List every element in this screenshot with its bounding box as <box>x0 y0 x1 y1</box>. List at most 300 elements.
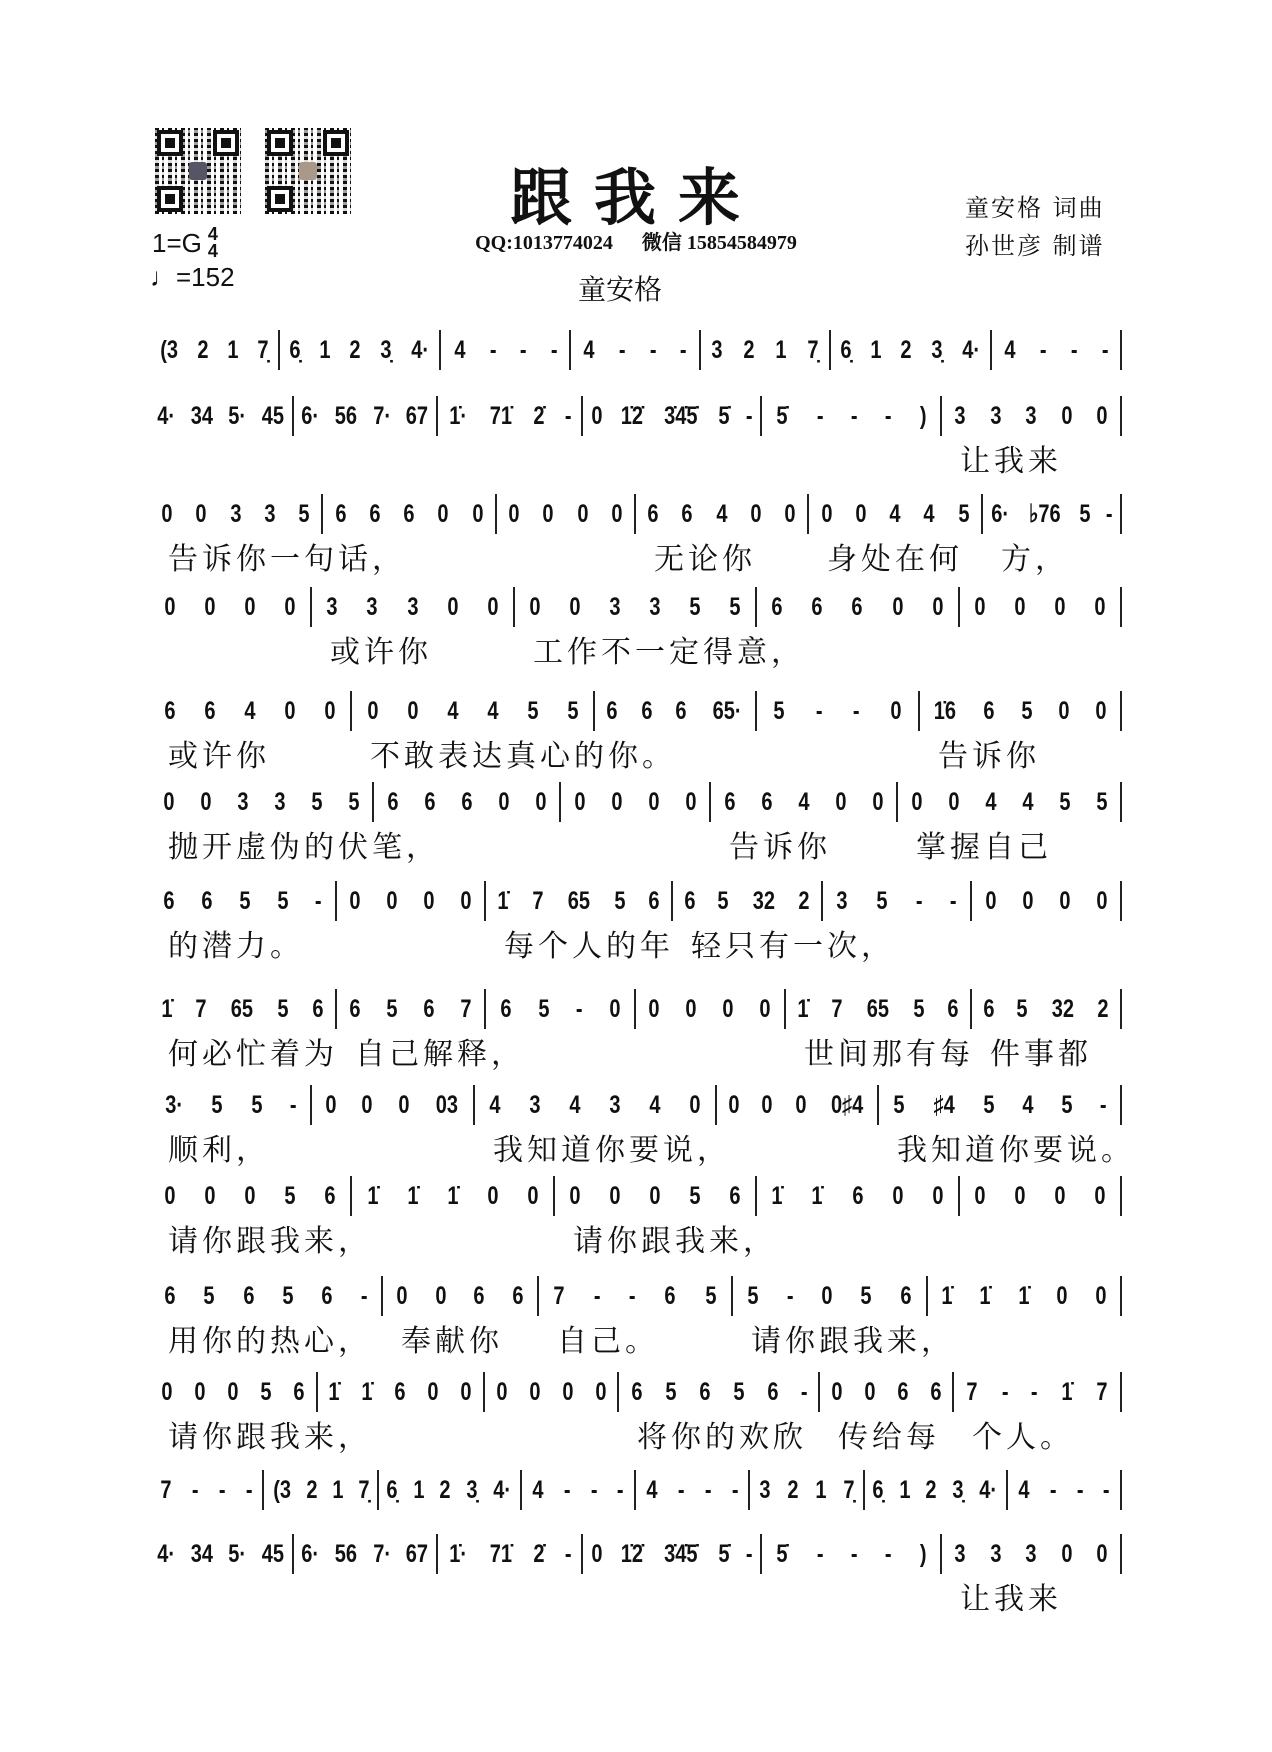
measure <box>486 881 673 921</box>
note: 5· <box>228 401 247 430</box>
note: 3 <box>1025 401 1037 430</box>
lyric: 世间那有每 <box>804 1037 974 1072</box>
note: 6 <box>164 1281 176 1310</box>
note: - <box>1076 1475 1084 1504</box>
note: 6 <box>204 696 216 725</box>
note: 0 <box>161 499 173 528</box>
lyric: 传给每 <box>838 1420 940 1455</box>
note: 1̇ <box>161 994 173 1023</box>
note: - <box>850 1539 858 1568</box>
lyrics-line <box>150 627 1150 670</box>
note: 2 <box>925 1475 937 1504</box>
note: 6 <box>499 994 512 1023</box>
measure <box>539 1276 733 1316</box>
note: 6 <box>767 1377 779 1406</box>
note: 0 <box>1014 592 1026 621</box>
lyric: 请你跟我来， <box>168 1420 372 1455</box>
measure <box>561 782 711 822</box>
note: 0 <box>689 1090 701 1119</box>
note: 2 <box>787 1475 799 1504</box>
note: 6· <box>301 401 320 430</box>
lyric: 让我来 <box>960 444 1062 479</box>
note: 1̇ <box>497 886 509 915</box>
measure <box>757 1176 959 1216</box>
measure <box>150 881 337 921</box>
note: 6 <box>729 1181 741 1210</box>
note: 3 <box>230 499 242 528</box>
measure <box>280 330 442 370</box>
note: 0 <box>1095 1281 1107 1310</box>
measure <box>711 782 898 822</box>
note: 0 <box>1095 886 1108 915</box>
note: 1̇ <box>941 1281 953 1310</box>
note: 0 <box>162 787 175 816</box>
lyric: 工作不一定得意， <box>533 635 805 670</box>
note: 0 <box>974 592 986 621</box>
measure <box>264 1470 378 1510</box>
note: 0 <box>750 499 762 528</box>
note: 4 <box>583 335 595 364</box>
note: 4· <box>411 335 429 364</box>
note: - <box>564 401 572 430</box>
note: 0 <box>1095 696 1107 725</box>
note: - <box>564 1539 572 1568</box>
note: 6 <box>164 696 176 725</box>
score-line <box>150 1276 1122 1316</box>
note: 2 <box>197 335 209 364</box>
note: 0 <box>685 994 697 1023</box>
measure <box>438 396 582 436</box>
note: - <box>885 1539 892 1568</box>
note: 0 <box>324 696 336 725</box>
note: 1̇ <box>797 994 809 1023</box>
note: 6 <box>851 592 863 621</box>
note: 7̣ <box>807 335 819 364</box>
note: 7 <box>966 1377 978 1406</box>
note: 71̇ <box>489 1539 512 1568</box>
note: 4 <box>649 1090 661 1119</box>
measure <box>786 989 973 1029</box>
note: 6 <box>900 1281 912 1310</box>
note: 5 <box>1016 994 1028 1023</box>
note: 5 <box>983 1090 995 1119</box>
note: 0 <box>244 1181 256 1210</box>
measure <box>294 1534 438 1574</box>
note: 0 <box>728 1090 740 1119</box>
note: 5 <box>689 1181 701 1210</box>
measure <box>673 881 823 921</box>
note: - <box>745 401 753 430</box>
note: 5 <box>1021 696 1033 725</box>
lyric: 自己解释， <box>355 1037 525 1072</box>
note: 7 <box>160 1475 172 1504</box>
note: 0 <box>366 696 379 725</box>
note: - <box>1049 1475 1057 1504</box>
note: 0 <box>1022 886 1034 915</box>
note: 0 <box>932 592 944 621</box>
note: 6̣ <box>386 1475 398 1504</box>
note: 4 <box>1018 1475 1030 1504</box>
lyric: 个人。 <box>972 1420 1074 1455</box>
measure <box>150 691 352 731</box>
note: - <box>575 994 583 1023</box>
note: 6 <box>242 1281 255 1310</box>
note: 5 <box>1095 787 1108 816</box>
note: 0 <box>609 1181 621 1210</box>
note: 4· <box>962 335 980 364</box>
note: 4 <box>453 335 466 364</box>
note: 3 <box>836 886 848 915</box>
measure <box>337 989 487 1029</box>
note: 0 <box>576 499 589 528</box>
score-line <box>150 782 1122 822</box>
note: 5 <box>211 1090 223 1119</box>
note: 6 <box>723 787 736 816</box>
lyric: 每个人的年 <box>504 929 674 964</box>
note: 1̇2̇ <box>620 401 644 430</box>
note: 1̇2̇ <box>620 1539 644 1568</box>
note: 6 <box>403 499 415 528</box>
note: 3 <box>406 592 419 621</box>
note: 0 <box>1094 592 1106 621</box>
note: 5̇ <box>776 401 788 430</box>
note: 5 <box>860 1281 872 1310</box>
note: 32 <box>1051 994 1074 1023</box>
note: 6̣ <box>872 1475 884 1504</box>
lyric: 我知道你要说。 <box>897 1133 1135 1168</box>
note: 0 <box>199 787 212 816</box>
note: - <box>489 335 497 364</box>
measure <box>318 1372 486 1412</box>
note: 6 <box>321 1281 333 1310</box>
measure <box>972 989 1122 1029</box>
measure <box>379 1470 522 1510</box>
note: 7̣ <box>257 335 269 364</box>
note: 4 <box>244 696 256 725</box>
note: 45 <box>261 1539 285 1568</box>
lyric: 请你跟我来， <box>751 1324 955 1359</box>
measure <box>150 782 374 822</box>
lyrics-line <box>150 1029 1150 1072</box>
note: 6 <box>664 1281 676 1310</box>
note: 3 <box>609 1090 621 1119</box>
lyric: 身处在何 <box>827 542 963 577</box>
note: 5̇ <box>717 401 730 430</box>
note: 0 <box>855 499 867 528</box>
note: 0 <box>910 787 923 816</box>
note: 1 <box>899 1475 911 1504</box>
note: 2 <box>439 1475 451 1504</box>
note: 0 <box>820 499 833 528</box>
note: 0 <box>437 499 449 528</box>
note: 3̣ <box>380 335 392 364</box>
note: 3 <box>366 592 378 621</box>
note: - <box>816 401 823 430</box>
note: - <box>678 1475 685 1504</box>
note: 1̇· <box>449 401 468 430</box>
note: 4 <box>487 696 499 725</box>
note: 0 <box>891 592 904 621</box>
lyrics-line <box>150 534 1150 577</box>
note: 7 <box>1096 1377 1108 1406</box>
note: 3̣ <box>930 335 943 364</box>
measure <box>636 494 809 534</box>
measure <box>757 691 919 731</box>
measure <box>374 782 561 822</box>
measure <box>820 1372 954 1412</box>
note: 56 <box>335 401 358 430</box>
measure <box>150 1085 312 1125</box>
note: - <box>219 1475 226 1504</box>
note: 3̇4̇5̇ <box>664 1539 698 1568</box>
note: 6 <box>851 1181 864 1210</box>
note: 6· <box>301 1539 320 1568</box>
note: 5· <box>228 1539 247 1568</box>
note: - <box>593 1281 601 1310</box>
measure <box>701 330 831 370</box>
measure <box>823 881 973 921</box>
note: 0 <box>508 499 520 528</box>
measure <box>636 1470 750 1510</box>
note: 0 <box>1058 696 1070 725</box>
note: 3̣ <box>951 1475 964 1504</box>
note: 0 <box>562 1377 574 1406</box>
lyric: 告诉你 <box>938 739 1040 774</box>
note: 0 <box>1061 401 1073 430</box>
note: 0 <box>542 499 554 528</box>
note: 5 <box>260 1377 272 1406</box>
note: 0 <box>1094 1181 1106 1210</box>
note: 1 <box>319 335 331 364</box>
note: 0 <box>244 592 256 621</box>
note: 0♯4 <box>831 1090 864 1119</box>
note: - <box>816 1539 823 1568</box>
note: 4 <box>447 696 459 725</box>
note: - <box>590 1475 598 1504</box>
note: 4 <box>1004 335 1016 364</box>
note: 5 <box>876 886 888 915</box>
note: 0 <box>447 592 459 621</box>
measure <box>942 1534 1122 1574</box>
note: 0 <box>932 1181 944 1210</box>
note: - <box>360 1281 368 1310</box>
note: 0 <box>947 787 960 816</box>
note: 0 <box>1096 1539 1108 1568</box>
note: 6 <box>897 1377 909 1406</box>
measure <box>150 1372 318 1412</box>
measure <box>762 1534 942 1574</box>
note: 3 <box>711 335 723 364</box>
note: ) <box>919 401 927 430</box>
note: 4 <box>984 787 997 816</box>
measure <box>733 1276 927 1316</box>
note: 4· <box>979 1475 998 1504</box>
note: 6 <box>394 1377 406 1406</box>
note: 6 <box>698 1377 711 1406</box>
measure <box>497 494 636 534</box>
note: 4 <box>923 499 935 528</box>
lyrics-line <box>150 436 1150 479</box>
note: 0 <box>649 1181 661 1210</box>
note: 6 <box>641 696 653 725</box>
key-label: 1=G <box>152 227 202 258</box>
note: 65· <box>712 696 742 725</box>
measure <box>312 587 514 627</box>
lyrics-line <box>150 1216 1150 1259</box>
score-line <box>150 494 1122 534</box>
time-signature <box>208 226 218 260</box>
measure <box>150 1176 352 1216</box>
note: 5̇ <box>776 1539 788 1568</box>
note: 0 <box>527 1181 539 1210</box>
note: 4 <box>1021 787 1034 816</box>
note: - <box>649 335 657 364</box>
note: 5 <box>567 696 579 725</box>
note: 0 <box>611 499 623 528</box>
note: - <box>731 1475 739 1504</box>
note: 1̇ <box>328 1377 340 1406</box>
note: 0 <box>871 787 884 816</box>
measure <box>522 1470 636 1510</box>
lyric: 的潜力。 <box>168 929 304 964</box>
note: 1̇ <box>771 1181 783 1210</box>
note: - <box>617 1475 624 1504</box>
note: 65 <box>567 886 590 915</box>
measure <box>438 1534 582 1574</box>
note: 7· <box>372 401 391 430</box>
lyric: 或许你 <box>330 635 432 670</box>
note: 6 <box>311 994 324 1023</box>
measure <box>865 1470 1008 1510</box>
note: 6 <box>163 886 175 915</box>
note: - <box>1070 335 1078 364</box>
note: 6 <box>423 787 436 816</box>
note: 6 <box>684 886 696 915</box>
lyric: 轻只有一次， <box>691 929 895 964</box>
lyric: 何必忙着为 <box>168 1037 338 1072</box>
note: 1̇ <box>361 1377 373 1406</box>
note: 67 <box>406 401 429 430</box>
lyric: 件事都 <box>990 1037 1092 1072</box>
note: 0 <box>1056 1281 1068 1310</box>
note: 5 <box>958 499 970 528</box>
note: 6 <box>811 592 823 621</box>
note: 7̣ <box>358 1475 370 1504</box>
lyric: 用你的热心， <box>168 1324 372 1359</box>
note: 1̇ <box>811 1181 823 1210</box>
measure <box>486 989 636 1029</box>
note: 0 <box>529 592 541 621</box>
note: (3 <box>272 1475 291 1504</box>
note: 0 <box>195 499 207 528</box>
note: 1̇ <box>447 1181 459 1210</box>
measure <box>750 1470 864 1510</box>
note: 1 <box>227 335 239 364</box>
lyrics-line <box>150 921 1150 964</box>
note: 0 <box>591 401 603 430</box>
lyrics-line <box>150 1125 1150 1168</box>
note: 5 <box>1061 1090 1073 1119</box>
measure <box>383 1276 539 1316</box>
note: 3 <box>954 1539 966 1568</box>
note: - <box>1105 499 1113 528</box>
singer-name: 童安格 <box>577 273 662 306</box>
measure <box>928 1276 1122 1316</box>
measure <box>571 330 701 370</box>
note: 0 <box>1014 1181 1026 1210</box>
note: 6 <box>511 1281 524 1310</box>
note: 3 <box>264 499 276 528</box>
note: 5 <box>893 1090 905 1119</box>
note: 0 <box>204 592 216 621</box>
note: 6 <box>983 994 995 1023</box>
note: 0 <box>834 787 847 816</box>
note: 56 <box>335 1539 358 1568</box>
score-line <box>150 396 1122 436</box>
measure <box>555 1176 757 1216</box>
note: 0 <box>985 886 997 915</box>
note: 6 <box>386 787 399 816</box>
note: 6 <box>675 696 687 725</box>
note: 2 <box>798 886 810 915</box>
note: 6 <box>930 1377 942 1406</box>
lyric: 顺利， <box>168 1133 270 1168</box>
note: 3 <box>326 592 338 621</box>
lyric: 或许你 <box>168 739 270 774</box>
note: 0 <box>349 886 361 915</box>
score-line <box>150 1085 1122 1125</box>
measure <box>441 330 571 370</box>
measure <box>809 494 982 534</box>
lyric: 我知道你要说， <box>493 1133 731 1168</box>
note: 5 <box>277 886 289 915</box>
note: - <box>1040 335 1047 364</box>
measure <box>515 587 758 627</box>
measure <box>898 782 1122 822</box>
note: - <box>680 335 687 364</box>
lyric: 请你跟我来， <box>168 1224 372 1259</box>
note: 0 <box>529 1377 541 1406</box>
note: - <box>628 1281 636 1310</box>
note: 0 <box>864 1377 876 1406</box>
measure <box>757 587 959 627</box>
note: 5 <box>773 696 785 725</box>
lyric: 方， <box>1001 542 1069 577</box>
note: 1̇ <box>366 1181 379 1210</box>
note: 0 <box>497 787 510 816</box>
measure <box>762 396 942 436</box>
note: 0 <box>194 1377 206 1406</box>
measure <box>879 1085 1122 1125</box>
measure <box>475 1085 718 1125</box>
measure <box>150 1534 294 1574</box>
credit-lyrics-music: 童安格 词曲 <box>965 194 1105 222</box>
note: 3 <box>649 592 661 621</box>
note: 1 <box>332 1475 344 1504</box>
score-line <box>150 1176 1122 1216</box>
measure <box>972 881 1122 921</box>
note: 5 <box>747 1281 759 1310</box>
note: 7· <box>372 1539 391 1568</box>
measure <box>960 1176 1122 1216</box>
note: 1 <box>775 335 787 364</box>
note: 6̣ <box>289 335 301 364</box>
note: 2 <box>900 335 912 364</box>
note: ♭76 <box>1028 500 1061 528</box>
note: - <box>245 1475 253 1504</box>
note: 5 <box>689 592 701 621</box>
note: 3 <box>609 592 621 621</box>
